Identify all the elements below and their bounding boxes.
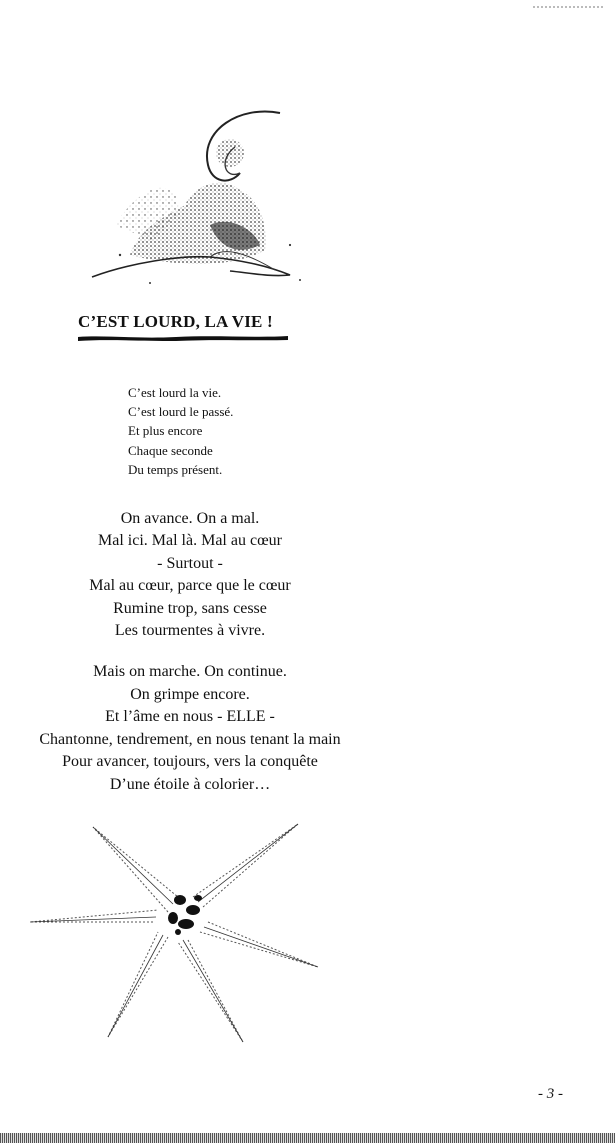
star-icon <box>28 822 328 1047</box>
verse-line: C’est lourd la vie. <box>128 385 222 400</box>
poem-title: C’EST LOURD, LA VIE ! <box>78 312 273 331</box>
verse-line: Pour avancer, toujours, vers la conquête <box>62 753 318 771</box>
scan-artifact <box>533 6 603 8</box>
verse-line: Mal au cœur, parce que le cœur <box>89 577 291 595</box>
moon-and-mountain-icon <box>90 105 320 295</box>
verse-line: Chantonne, tendrement, en nous tenant la main <box>39 730 341 748</box>
stanza-3 <box>0 661 380 797</box>
verse-line: Mal ici. Mal là. Mal au cœur <box>98 532 282 550</box>
verse-line: Et l’âme en nous - ELLE - <box>105 708 275 726</box>
verse-line: Et plus encore <box>128 423 203 439</box>
title-underline <box>76 333 290 342</box>
verse-line: Chaque seconde <box>128 442 213 458</box>
verse-line: Les tourmentes à vivre. <box>114 622 266 640</box>
verse-line: D’une étoile à colorier… <box>109 775 271 793</box>
verse-line: On avance. On a mal. <box>120 510 260 527</box>
verse-line: Mais on marche. On continue. <box>93 663 287 680</box>
verse-line: Rumine trop, sans cesse <box>113 599 267 617</box>
verse-line: Du temps présent. <box>128 461 223 477</box>
stanza-2 <box>0 508 380 642</box>
verse-line: C’est lourd le passé. <box>128 404 234 420</box>
verse-line: - Surtout - <box>157 554 223 572</box>
stanza-1 <box>128 383 233 479</box>
page-number: - 3 - <box>538 1086 563 1102</box>
verse-line: On grimpe encore. <box>130 685 250 703</box>
scan-bottom-edge <box>0 1133 615 1143</box>
